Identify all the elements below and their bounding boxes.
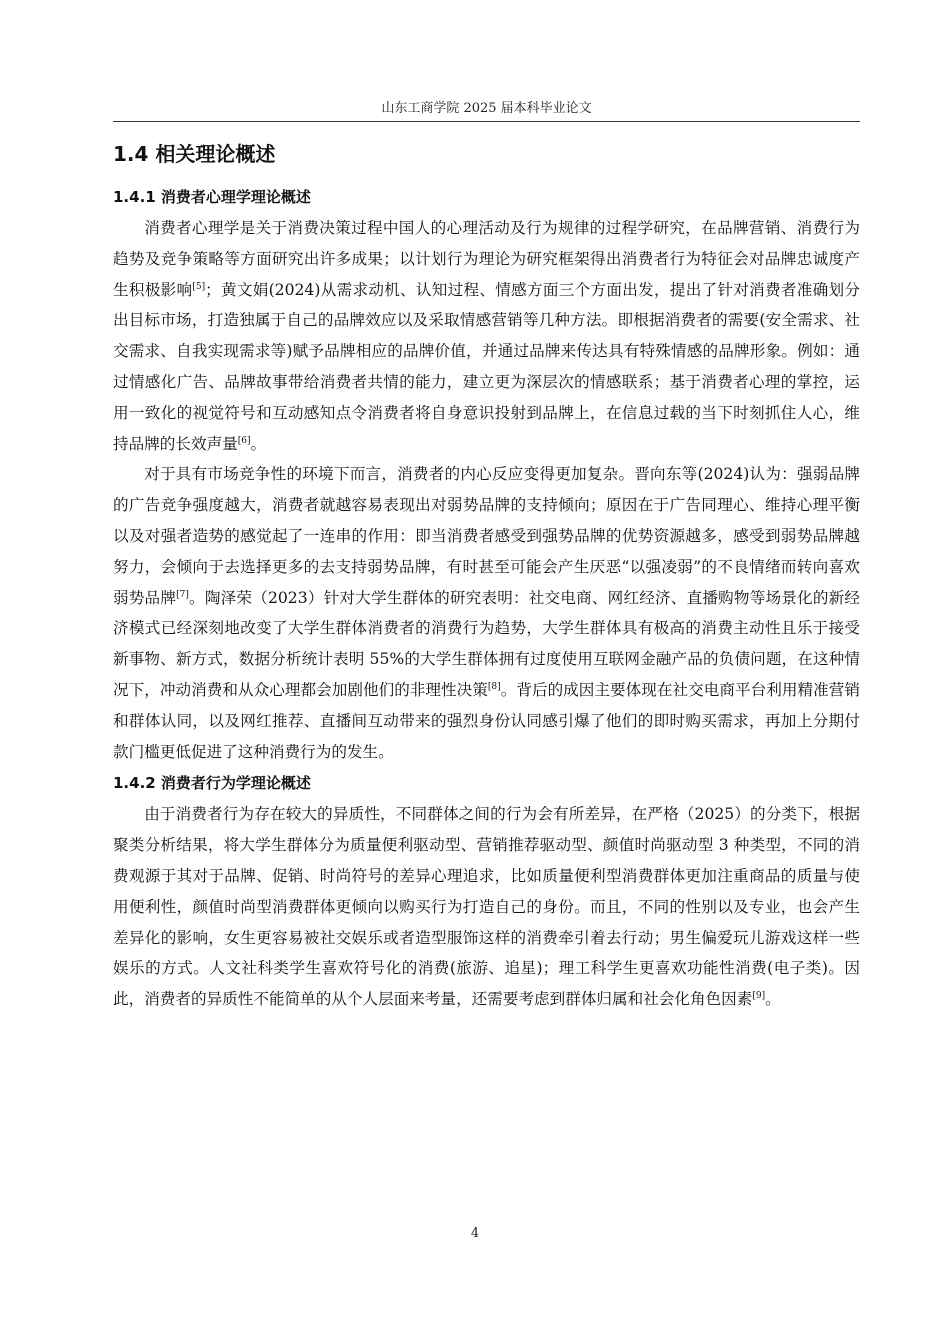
paragraph-text: ；黄文娟(2024)从需求动机、认知过程、情感方面三个方面出发，提出了针对消费者准确划分出目标市场，打造独属于自己的品牌效应以及采取情感营销等几种方法。即根据消费者的需要(安全需求、社交需求、自我实现需求等)赋予品牌相应的品牌价值，并通过品牌来传达具有特殊情感的品牌形象。例如：通过情感化广告、品牌故事带给消费者共情的能力，建立更为深层次的情感联系；基于消费者心理的掌控，运用一致化的视觉符号和互动感知点令消费者将自身意识投射到品牌上，在信息过载的当下时刻抓住人心，维持品牌的长效声量: [113, 280, 860, 453]
paragraph-text: 。: [765, 990, 781, 1009]
paragraph-text: 由于消费者行为存在较大的异质性，不同群体之间的行为会有所差异，在严格（2025）的分类下，根据聚类分析结果，将大学生群体分为质量便利驱动型、营销推荐驱动型、颜值时尚驱动型 3 种类型，不同的消费观源于其对于品牌、促销、时尚符号的差异心理追求，比如质量便利型消费群体更加注重商品的质量与使用便利性，颜值时尚型消费群体更倾向以购买行为打造自己的身份。而且，不同的性别以及专业，也会产生差异化的影响，女生更容易被社交娱乐或者造型服饰这样的消费牵引着去行动；男生偏爱玩儿游戏这样一些娱乐的方式。人文社科类学生喜欢符号化的消费(旅游、追星)；理工科学生更喜欢功能性消费(电子类)。因此，消费者的异质性不能简单的从个人层面来考量，还需要考虑到群体归属和社会化角色因素: [113, 805, 860, 1009]
paragraph-text: 。: [250, 434, 267, 453]
paragraph-2: [113, 459, 860, 767]
page-number: 4: [470, 1226, 480, 1241]
paragraph-text: 对于具有市场竞争性的环境下而言，消费者的内心反应变得更加复杂。晋向东等(2024)认为：强弱品牌的广告竞争强度越大，消费者就越容易表现出对弱势品牌的支持倾向；原因在于广告同理心、维持心理平衡以及对强者造势的感觉起了一连串的作用：即当消费者感受到强势品牌的优势资源越多，感受到弱势品牌越努力，会倾向于去选择更多的去支持弱势品牌，有时甚至可能会产生厌恶“以强凌弱”的不良情绪而转向喜欢弱势品牌: [113, 465, 860, 607]
citation-ref: [6]: [237, 435, 251, 446]
paragraph-text: 消费者心理学是关于消费决策过程中国人的心理活动及行为规律的过程学研究，在品牌营销、消费行为趋势及竞争策略等方面研究出许多成果；以计划行为理论为研究框架得出消费者行为特征会对品牌忠诚度产生积极影响: [113, 219, 860, 299]
paragraph-text: 。背后的成因主要体现在社交电商平台利用精准营销和群体认同，以及网红推荐、直播间互动带来的强烈身份认同感引爆了他们的即时购买需求，再加上分期付款门槛更低促进了这种消费行为的发生。: [113, 680, 860, 761]
page-body: [113, 140, 860, 1015]
subsection-title-1-4-2: 1.4.2 消费者行为学理论概述: [113, 774, 311, 793]
paragraph-text: 。陶泽荣（2023）针对大学生群体的研究表明：社交电商、网红经济、直播购物等场景化的新经济模式已经深刻地改变了大学生群体消费者的消费行为趋势，大学生群体具有极高的消费主动性且乐于接受新事物、新方式，数据分析统计表明 55%的大学生群体拥有过度使用互联网金融产品的负债问题，在这种情况下，冲动消费和从众心理都会加剧他们的非理性决策: [113, 588, 860, 699]
citation-ref: [5]: [192, 281, 206, 292]
running-header: 山东工商学院 2025 届本科毕业论文: [381, 101, 592, 116]
citation-ref: [9]: [752, 990, 766, 1001]
header-rule: [113, 121, 860, 122]
subsection-title-1-4-1: 1.4.1 消费者心理学理论概述: [113, 188, 311, 206]
paragraph-3: [113, 799, 860, 1015]
citation-ref: [7]: [176, 589, 189, 600]
paragraph-1: [113, 213, 860, 459]
section-title: 1.4 相关理论概述: [113, 142, 276, 166]
citation-ref: [8]: [487, 681, 501, 692]
